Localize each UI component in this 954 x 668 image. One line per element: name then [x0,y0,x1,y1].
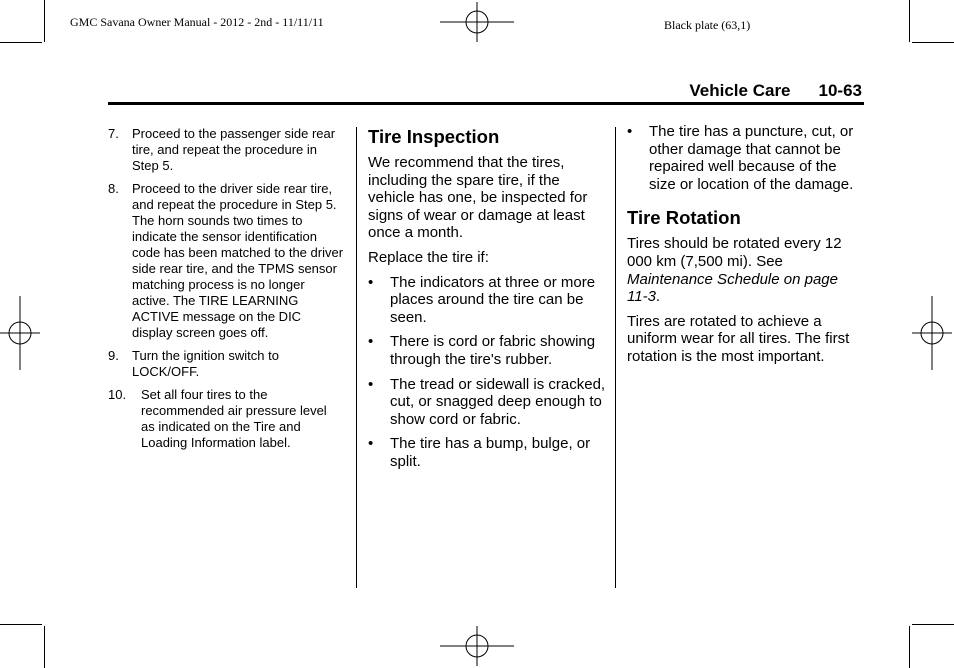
bullet-text: The indicators at three or more places around the tire can be seen. [390,273,596,326]
running-head [689,81,862,101]
header-rule [108,102,864,105]
bullet-item [368,274,606,327]
section-heading-tire-rotation: Tire Rotation [627,207,741,229]
plate-info: Black plate (63,1) [664,18,751,32]
crop-mark [909,626,910,668]
crop-mark [909,0,910,42]
column-1 [108,126,344,458]
intro-paragraph: We recommend that the tires, including the spare tire, if the vehicle has one, be inspected for signs of wear or damage at least once a month. [368,154,588,242]
step-item [108,348,344,380]
bullet-text: There is cord or fabric showing through the tire's rubber. [390,333,596,368]
bullet-icon: • [627,123,633,140]
maintenance-schedule-link[interactable]: Maintenance Schedule on page 11-3 [627,270,838,306]
registration-mark-left [0,296,40,370]
rotation-paragraph-2: Tires are rotated to achieve a uniform wear for all tires. The first rotation is the most important. [627,312,850,365]
column-2 [368,126,606,478]
step-text: Proceed to the passenger side rear tire, and repeat the procedure in Step 5. [132,126,336,173]
crop-mark [44,626,45,668]
bullet-item [368,333,606,368]
registration-mark-bottom [440,626,514,666]
rotation-paragraph [627,235,861,305]
page-number: 10-63 [818,81,862,100]
rotation-text-end: . [655,288,661,306]
step-number: 10. [108,387,127,402]
bullet-item [368,376,606,429]
column-divider [615,127,616,588]
section-title: Vehicle Care [689,81,791,100]
bullet-icon: • [368,273,374,291]
step-text: Set all four tires to the recommended air pressure level as indicated on the Tire and Loading Information label. [141,387,327,450]
step-number: 9. [108,348,119,363]
crop-mark [0,624,42,625]
step-text: Proceed to the driver side rear tire, and repeat the procedure in Step 5. The horn sounds two times to indicate the sensor identification code has been matched to the driver side rear tire, and the TPMS sensor matching process is no longer active. The TIRE LEARNING ACTIVE message on the DIC display screen goes off. [132,181,344,340]
bullet-text: The tire has a bump, bulge, or split. [390,435,591,470]
section-heading-tire-inspection: Tire Inspection [368,126,500,147]
crop-mark [0,42,42,43]
bullet-icon: • [368,375,374,393]
step-item [108,126,344,174]
bullet-item [368,435,606,470]
crop-mark [912,42,954,43]
step-text: Turn the ignition switch to LOCK/OFF. [132,348,279,379]
step-number: 7. [108,126,119,141]
crop-mark [44,0,45,42]
step-item [108,387,344,451]
registration-mark-right [912,296,952,370]
bullet-text: The tread or sidewall is cracked, cut, or snagged deep enough to show cord or fabric. [390,375,606,428]
column-3 [627,123,861,373]
bullet-icon: • [368,333,374,351]
bullet-text: The tire has a puncture, cut, or other damage that cannot be repaired well because of the size or location of the damage. [649,123,854,193]
step-number: 8. [108,181,119,196]
crop-mark [912,624,954,625]
rotation-text: Tires should be rotated every 12 000 km (7,500 mi). See [627,235,842,270]
replace-if-text: Replace the tire if: [368,248,489,266]
bullet-icon: • [368,435,374,453]
step-item [108,181,344,341]
registration-mark-top [440,2,514,42]
manual-info: GMC Savana Owner Manual - 2012 - 2nd - 11/11/11 [70,15,324,29]
column-divider [356,127,357,588]
bullet-item [627,123,861,193]
